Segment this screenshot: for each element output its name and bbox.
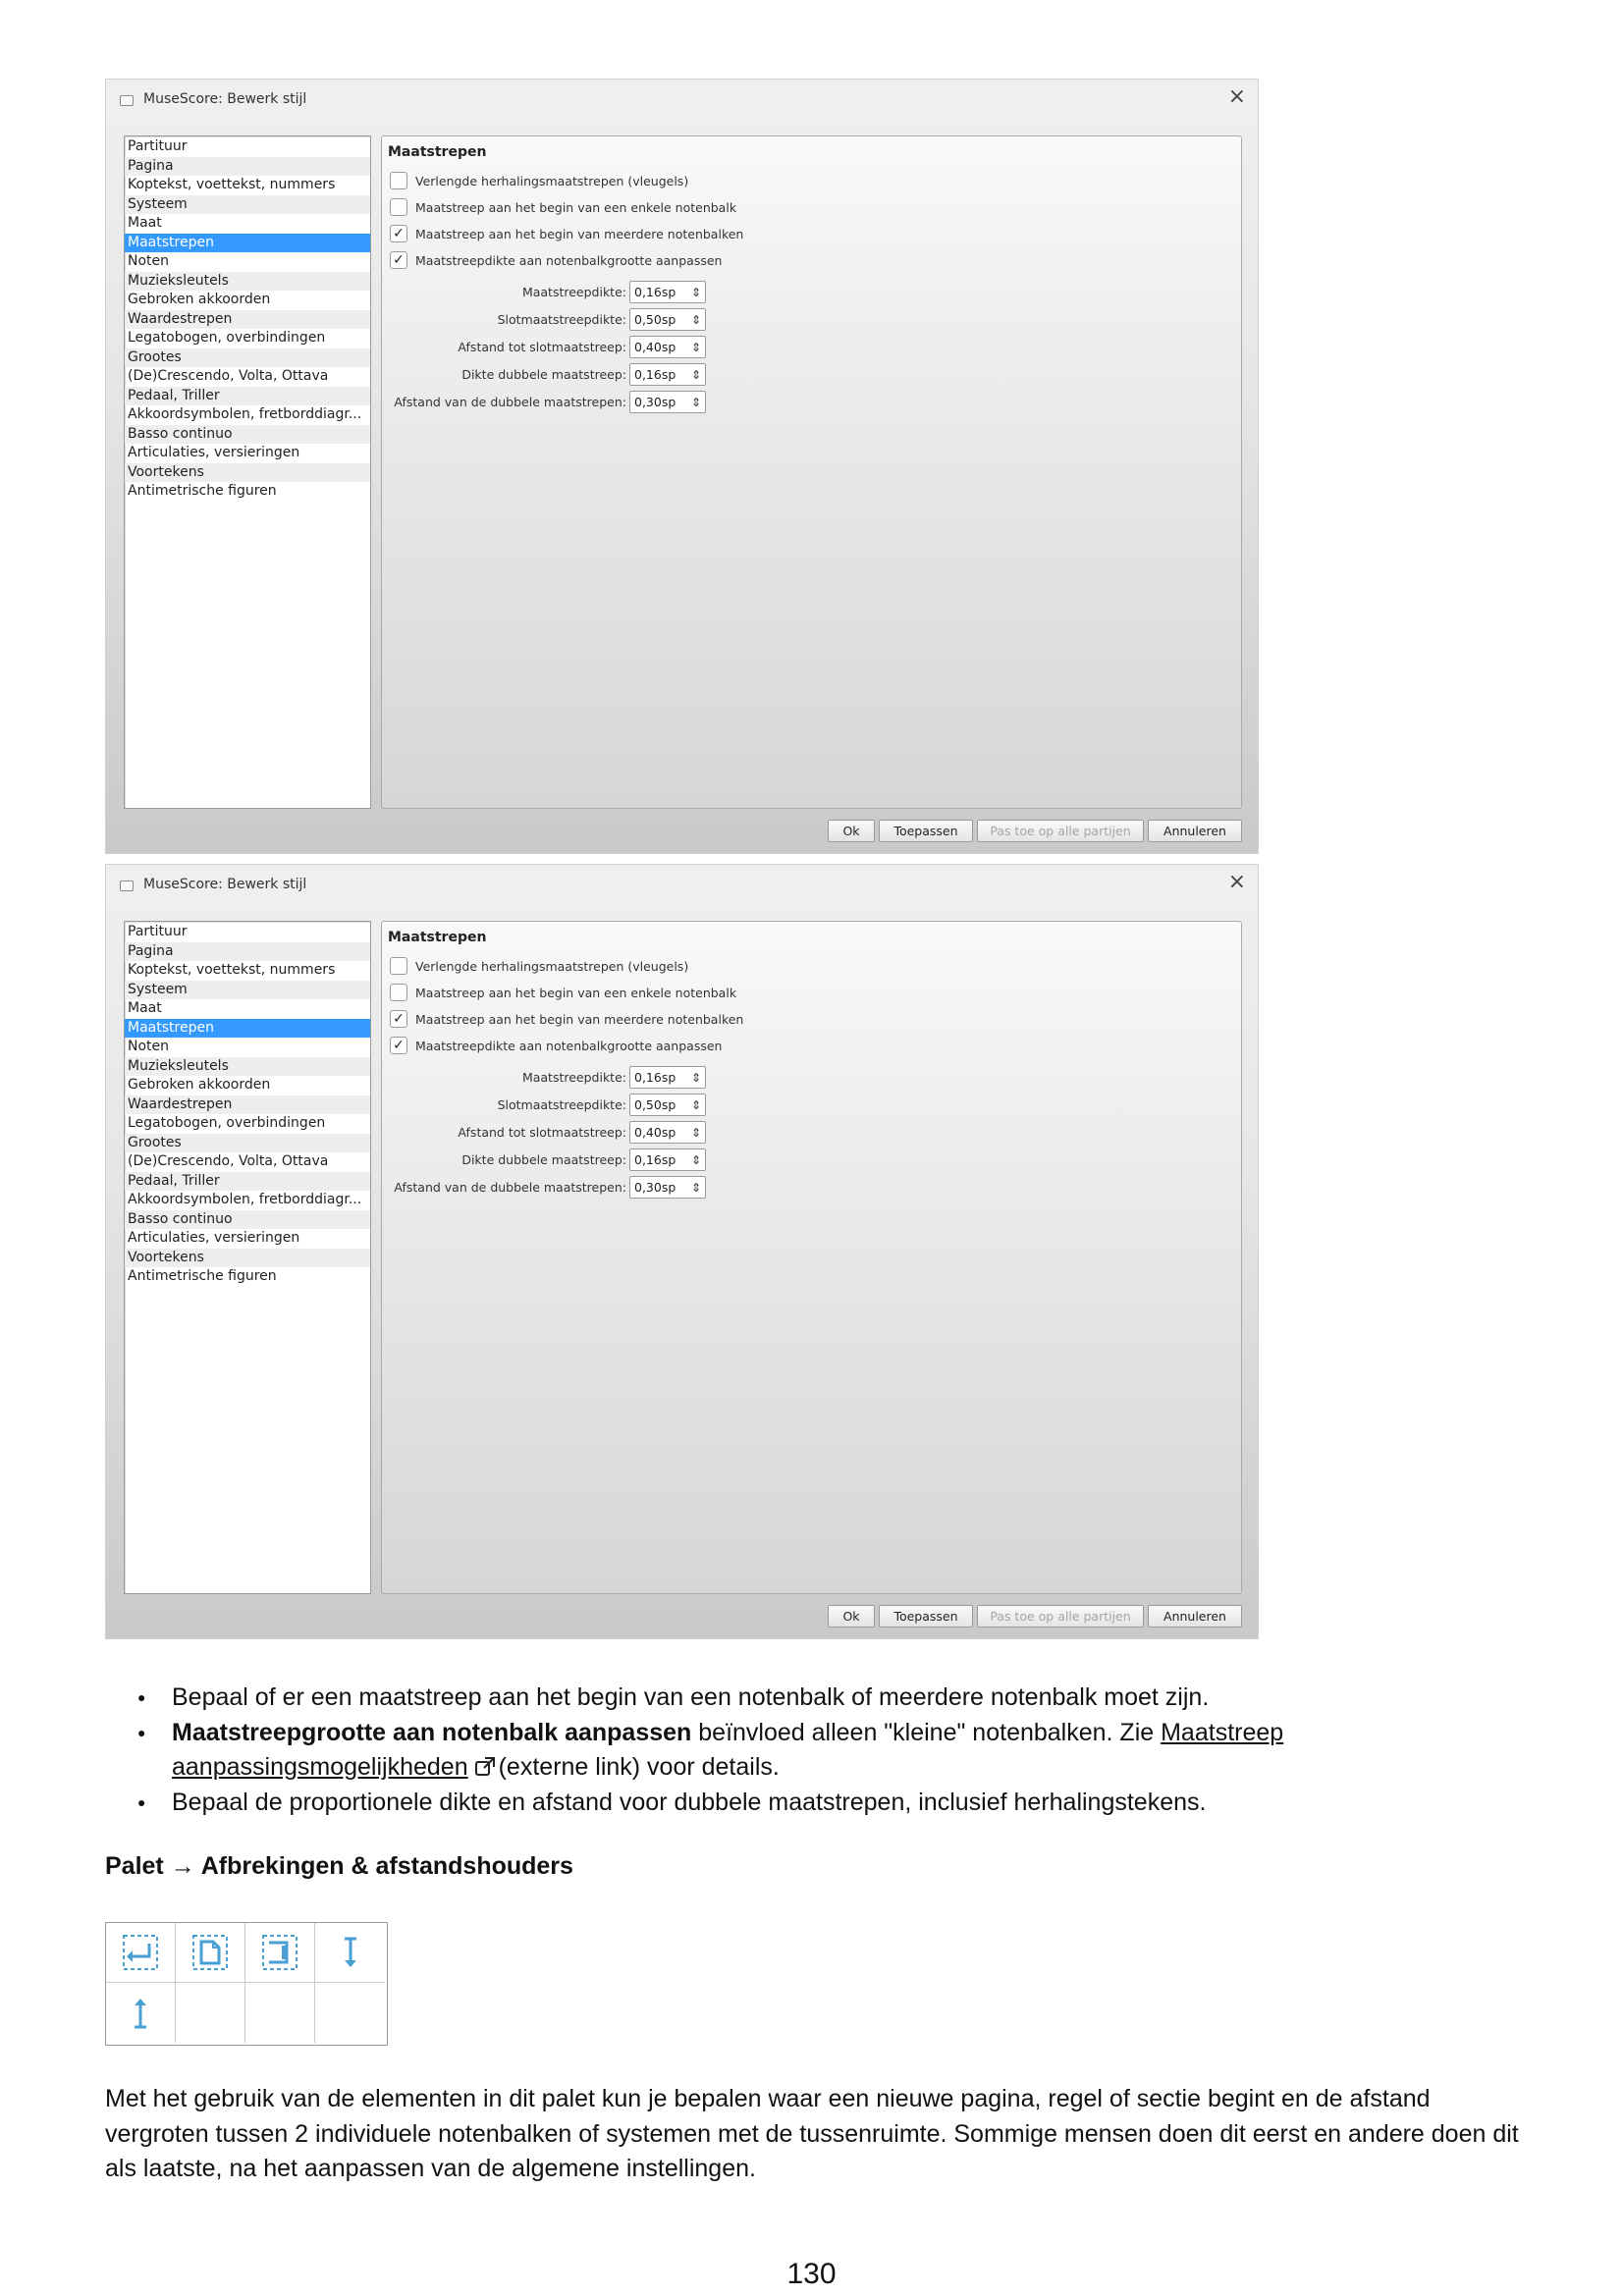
spin-arrows-icon[interactable]: ⇕ bbox=[690, 285, 701, 299]
list-item-text: Bepaal de proportionele dikte en afstand voor dubbele maatstrepen, inclusief herhalingstekens. bbox=[172, 1788, 1207, 1816]
list-item bbox=[137, 1716, 1532, 1786]
spin-arrows-icon[interactable]: ⇕ bbox=[690, 1070, 701, 1085]
sidebar-item[interactable]: Akkoordsymbolen, fretborddiagr... bbox=[128, 406, 362, 422]
spinbox[interactable] bbox=[629, 1094, 706, 1116]
field-row bbox=[382, 336, 706, 358]
checkbox-row[interactable] bbox=[390, 984, 736, 1001]
style-category-list[interactable] bbox=[124, 921, 371, 1594]
spinbox[interactable] bbox=[629, 1176, 706, 1199]
palette-cell[interactable] bbox=[245, 1923, 315, 1983]
checkbox-checked[interactable]: ✓ bbox=[390, 225, 407, 242]
checkbox-label: Verlengde herhalingsmaatstrepen (vleugels) bbox=[415, 958, 689, 974]
spinbox-value[interactable]: 0,40sp bbox=[634, 1125, 676, 1140]
spin-arrows-icon[interactable]: ⇕ bbox=[690, 1180, 701, 1195]
field-label: Maatstreepdikte: bbox=[521, 285, 626, 299]
sidebar-item-selected[interactable]: Maatstrepen bbox=[125, 234, 370, 253]
musescore-app-icon bbox=[118, 878, 135, 891]
dialog-button-row bbox=[828, 820, 1246, 842]
sidebar-item[interactable]: Legatobogen, overbindingen bbox=[128, 1115, 326, 1131]
spinbox[interactable] bbox=[629, 1121, 706, 1144]
sidebar-item-selected[interactable]: Maatstrepen bbox=[125, 1019, 370, 1039]
field-row bbox=[382, 1121, 706, 1144]
sidebar-item[interactable]: Articulaties, versieringen bbox=[128, 1230, 300, 1246]
close-icon[interactable]: × bbox=[1227, 870, 1246, 894]
spinbox[interactable] bbox=[629, 363, 706, 386]
close-icon[interactable]: × bbox=[1227, 84, 1246, 109]
spinbox[interactable] bbox=[629, 391, 706, 413]
spin-arrows-icon[interactable]: ⇕ bbox=[690, 1097, 701, 1112]
sidebar-item[interactable]: Antimetrische figuren bbox=[128, 483, 277, 499]
field-row bbox=[382, 281, 706, 303]
panel-title: Maatstrepen bbox=[388, 930, 487, 945]
sidebar-item[interactable]: Voortekens bbox=[125, 463, 370, 483]
sidebar-item[interactable]: Gebroken akkoorden bbox=[128, 292, 271, 307]
checkbox[interactable] bbox=[390, 957, 407, 975]
spinbox-value[interactable]: 0,40sp bbox=[634, 340, 676, 354]
bullet-list bbox=[137, 1681, 1532, 1820]
sidebar-item[interactable]: Koptekst, voettekst, nummers bbox=[128, 962, 336, 978]
sidebar-item[interactable]: Basso continuo bbox=[125, 425, 370, 445]
palette-cell[interactable] bbox=[106, 1983, 176, 2043]
dialog-title: MuseScore: Bewerk stijl bbox=[143, 876, 307, 892]
cancel-button[interactable]: Annuleren bbox=[1148, 820, 1242, 842]
page-number: 130 bbox=[786, 2258, 837, 2290]
sidebar-item[interactable]: Articulaties, versieringen bbox=[128, 445, 300, 460]
sidebar-item[interactable]: Pedaal, Triller bbox=[125, 1172, 370, 1192]
panel-title: Maatstrepen bbox=[388, 144, 487, 160]
spinbox-value[interactable]: 0,50sp bbox=[634, 312, 676, 327]
staff-spacer-up-icon[interactable] bbox=[121, 1994, 160, 2033]
spinbox[interactable] bbox=[629, 1148, 706, 1171]
spinbox-value[interactable]: 0,30sp bbox=[634, 1180, 676, 1195]
spinbox-value[interactable]: 0,16sp bbox=[634, 1070, 676, 1085]
sidebar-item[interactable]: Basso continuo bbox=[125, 1210, 370, 1230]
sidebar-item[interactable]: Systeem bbox=[125, 195, 370, 215]
external-link-icon[interactable] bbox=[474, 1756, 496, 1778]
palette-cell[interactable] bbox=[106, 1923, 176, 1983]
spinbox[interactable] bbox=[629, 308, 706, 331]
checkbox-label: Maatstreepdikte aan notenbalkgrootte aanpassen bbox=[415, 252, 723, 268]
palette-cell[interactable] bbox=[315, 1923, 385, 1983]
dialog-titlebar bbox=[106, 865, 1258, 903]
sidebar-item[interactable]: Akkoordsymbolen, fretborddiagr... bbox=[128, 1192, 362, 1207]
spinbox[interactable] bbox=[629, 336, 706, 358]
palette-cell[interactable] bbox=[176, 1923, 245, 1983]
apply-button[interactable]: Toepassen bbox=[879, 820, 973, 842]
sidebar-item[interactable]: Pagina bbox=[125, 157, 370, 177]
apply-all-parts-button[interactable]: Pas toe op alle partijen bbox=[977, 1605, 1144, 1628]
section-heading: Palet → Afbrekingen & afstandshouders bbox=[105, 1852, 573, 1880]
spin-arrows-icon[interactable]: ⇕ bbox=[690, 340, 701, 354]
dialog-button-row bbox=[828, 1605, 1246, 1628]
sidebar-item[interactable]: Systeem bbox=[125, 981, 370, 1000]
list-item-text: Bepaal of er een maatstreep aan het begin van een notenbalk of meerdere notenbalk moet zijn. bbox=[172, 1683, 1210, 1711]
line-break-icon[interactable] bbox=[121, 1933, 160, 1972]
checkbox-checked[interactable]: ✓ bbox=[390, 1037, 407, 1054]
field-label: Maatstreepdikte: bbox=[521, 1070, 626, 1085]
sidebar-item[interactable]: Gebroken akkoorden bbox=[128, 1077, 271, 1093]
barlines-settings-panel bbox=[381, 135, 1242, 809]
checkbox-label: Maatstreep aan het begin van een enkele notenbalk bbox=[415, 985, 737, 1000]
spinbox[interactable] bbox=[629, 1066, 706, 1089]
field-row bbox=[382, 391, 706, 413]
sidebar-item[interactable]: Muzieksleutels bbox=[125, 1057, 370, 1077]
checkbox-row[interactable] bbox=[390, 172, 688, 189]
style-dialog-screenshot-1 bbox=[105, 79, 1259, 854]
external-link[interactable]: Maatstreep aanpassingsmogelijkheden bbox=[172, 1718, 1284, 1781]
checkbox-row[interactable] bbox=[390, 225, 743, 242]
field-label: Dikte dubbele maatstreep: bbox=[461, 1152, 626, 1167]
spin-arrows-icon[interactable]: ⇕ bbox=[690, 395, 701, 409]
spin-arrows-icon[interactable]: ⇕ bbox=[690, 1152, 701, 1167]
sidebar-item[interactable]: Legatobogen, overbindingen bbox=[128, 330, 326, 346]
field-label: Afstand tot slotmaatstreep: bbox=[458, 1125, 626, 1140]
field-label: Afstand van de dubbele maatstrepen: bbox=[394, 395, 626, 409]
ok-button[interactable]: Ok bbox=[828, 820, 875, 842]
sidebar-item[interactable]: Muzieksleutels bbox=[125, 272, 370, 292]
spinbox-value[interactable]: 0,50sp bbox=[634, 1097, 676, 1112]
list-item-text: beïnvloed alleen "kleine" notenbalken. Zie bbox=[691, 1718, 1162, 1746]
sidebar-item[interactable]: Pagina bbox=[125, 942, 370, 962]
page-break-icon[interactable] bbox=[190, 1933, 230, 1972]
checkbox-row[interactable] bbox=[390, 198, 736, 216]
apply-all-parts-button[interactable]: Pas toe op alle partijen bbox=[977, 820, 1144, 842]
spin-arrows-icon[interactable]: ⇕ bbox=[690, 367, 701, 382]
dialog-title: MuseScore: Bewerk stijl bbox=[143, 90, 307, 107]
style-dialog-screenshot-2 bbox=[105, 864, 1259, 1639]
checkbox-row[interactable] bbox=[390, 957, 688, 975]
field-row bbox=[382, 1148, 706, 1171]
spin-arrows-icon[interactable]: ⇕ bbox=[690, 312, 701, 327]
sidebar-item[interactable]: Maat bbox=[128, 1000, 162, 1016]
checkbox-row[interactable] bbox=[390, 1010, 743, 1028]
sidebar-item[interactable]: Partituur bbox=[128, 138, 188, 154]
apply-button[interactable]: Toepassen bbox=[879, 1605, 973, 1628]
sidebar-item[interactable]: Noten bbox=[128, 1039, 170, 1054]
checkbox-label: Maatstreep aan het begin van een enkele notenbalk bbox=[415, 199, 737, 215]
list-item-bold: Maatstreepgrootte aan notenbalk aanpassen bbox=[172, 1718, 692, 1746]
sidebar-item[interactable]: Voortekens bbox=[125, 1249, 370, 1268]
field-row bbox=[382, 1066, 706, 1089]
palette-cell-empty bbox=[245, 1983, 315, 2043]
palette-cell-empty bbox=[315, 1983, 385, 2043]
breaks-spacers-palette bbox=[105, 1922, 388, 2046]
checkbox[interactable] bbox=[390, 984, 407, 1001]
sidebar-item[interactable]: (De)Crescendo, Volta, Ottava bbox=[128, 368, 329, 384]
sidebar-item[interactable]: Antimetrische figuren bbox=[128, 1268, 277, 1284]
field-label: Afstand tot slotmaatstreep: bbox=[458, 340, 626, 354]
checkbox[interactable] bbox=[390, 172, 407, 189]
sidebar-item[interactable]: Waardestrepen bbox=[125, 1095, 370, 1115]
style-category-list[interactable] bbox=[124, 135, 371, 809]
spinbox[interactable] bbox=[629, 281, 706, 303]
barlines-settings-panel bbox=[381, 921, 1242, 1594]
checkbox-checked[interactable]: ✓ bbox=[390, 1010, 407, 1028]
palette-cell-empty bbox=[176, 1983, 245, 2043]
field-label: Afstand van de dubbele maatstrepen: bbox=[394, 1180, 626, 1195]
field-row bbox=[382, 308, 706, 331]
checkbox-label: Maatstreep aan het begin van meerdere notenbalken bbox=[415, 1011, 744, 1027]
spin-arrows-icon[interactable]: ⇕ bbox=[690, 1125, 701, 1140]
field-row bbox=[382, 1094, 706, 1116]
spinbox-value[interactable]: 0,30sp bbox=[634, 395, 676, 409]
field-label: Slotmaatstreepdikte: bbox=[497, 1097, 626, 1112]
ok-button[interactable]: Ok bbox=[828, 1605, 875, 1628]
checkbox-label: Maatstreepdikte aan notenbalkgrootte aanpassen bbox=[415, 1038, 723, 1053]
checkbox-label: Maatstreep aan het begin van meerdere notenbalken bbox=[415, 226, 744, 241]
sidebar-item[interactable]: Partituur bbox=[128, 924, 188, 939]
cancel-button[interactable]: Annuleren bbox=[1148, 1605, 1242, 1628]
list-item bbox=[137, 1681, 1532, 1716]
field-row bbox=[382, 363, 706, 386]
list-item bbox=[137, 1786, 1532, 1821]
sidebar-item[interactable]: Grootes bbox=[125, 348, 370, 368]
sidebar-item[interactable]: (De)Crescendo, Volta, Ottava bbox=[128, 1153, 329, 1169]
sidebar-item[interactable]: Koptekst, voettekst, nummers bbox=[128, 177, 336, 192]
sidebar-item[interactable]: Maat bbox=[128, 215, 162, 231]
spinbox-value[interactable]: 0,16sp bbox=[634, 367, 676, 382]
sidebar-item[interactable]: Waardestrepen bbox=[125, 310, 370, 330]
staff-spacer-down-icon[interactable] bbox=[331, 1933, 370, 1972]
checkbox[interactable] bbox=[390, 198, 407, 216]
checkbox-checked[interactable]: ✓ bbox=[390, 251, 407, 269]
section-break-icon[interactable] bbox=[260, 1933, 299, 1972]
spinbox-value[interactable]: 0,16sp bbox=[634, 1152, 676, 1167]
sidebar-item[interactable]: Grootes bbox=[125, 1134, 370, 1153]
sidebar-item[interactable]: Noten bbox=[128, 253, 170, 269]
spinbox-value[interactable]: 0,16sp bbox=[634, 285, 676, 299]
list-item-text: (externe link) voor details. bbox=[498, 1753, 780, 1781]
field-row bbox=[382, 1176, 706, 1199]
sidebar-item[interactable]: Pedaal, Triller bbox=[125, 387, 370, 406]
dialog-titlebar bbox=[106, 80, 1258, 118]
musescore-app-icon bbox=[118, 92, 135, 106]
checkbox-row[interactable] bbox=[390, 1037, 722, 1054]
checkbox-row[interactable] bbox=[390, 251, 722, 269]
body-paragraph: Met het gebruik van de elementen in dit palet kun je bepalen waar een nieuwe pagina, regel of sectie begint en de afstand vergroten tussen 2 individuele notenbalken of systemen met de tussenruimte. Sommige mensen doen dit eerst en andere doen dit als laatste, na het aanpassen van de algemene instellingen. bbox=[105, 2085, 1519, 2182]
field-label: Dikte dubbele maatstreep: bbox=[461, 367, 626, 382]
field-label: Slotmaatstreepdikte: bbox=[497, 312, 626, 327]
checkbox-label: Verlengde herhalingsmaatstrepen (vleugels) bbox=[415, 173, 689, 188]
